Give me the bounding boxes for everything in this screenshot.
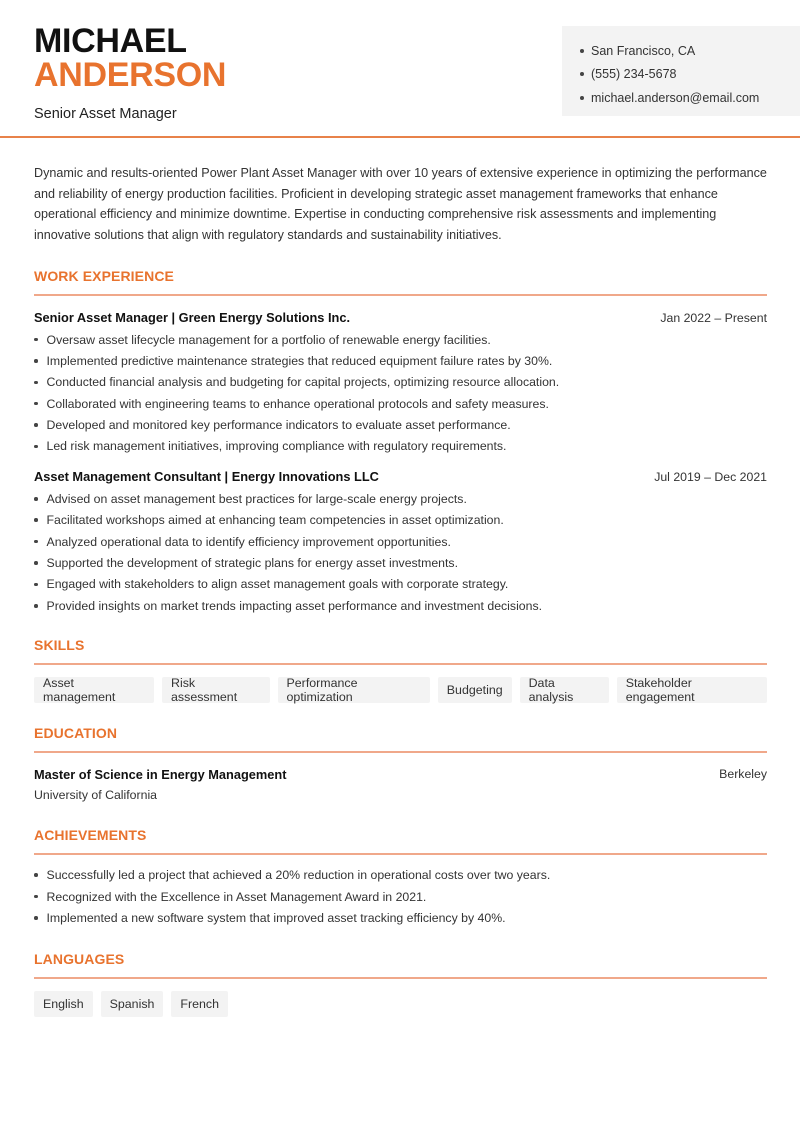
bullet-icon <box>34 359 38 363</box>
skill-tag: Budgeting <box>438 677 512 703</box>
contact-phone <box>580 63 800 87</box>
list-item <box>34 436 767 457</box>
section-work-experience <box>34 268 767 617</box>
section-divider <box>34 294 767 296</box>
list-item <box>34 510 767 531</box>
contact-box <box>562 26 800 116</box>
contact-location <box>580 39 800 63</box>
language-tag: English <box>34 991 93 1017</box>
list-item-text: Implemented a new software system that improved asset tracking efficiency by 40%. <box>46 910 506 925</box>
job-header <box>34 469 767 484</box>
job-header <box>34 310 767 325</box>
section-title: SKILLS <box>34 636 85 653</box>
section-education <box>34 725 767 802</box>
job-role: Asset Management Consultant | Energy Innovations LLC <box>34 469 379 485</box>
bullet-icon <box>34 423 38 427</box>
job-title: Senior Asset Manager <box>34 106 177 122</box>
list-item <box>34 488 767 509</box>
list-item-text: Oversaw asset lifecycle management for a portfolio of renewable energy facilities. <box>46 332 491 347</box>
section-title: EDUCATION <box>34 724 118 741</box>
list-item-text: Developed and monitored key performance indicators to evaluate asset performance. <box>46 418 511 433</box>
job-entry <box>34 469 767 616</box>
education-header <box>34 767 767 782</box>
bullet-icon <box>34 338 38 342</box>
job-bullets <box>34 329 767 457</box>
section-skills <box>34 637 767 703</box>
section-title: WORK EXPERIENCE <box>34 267 174 284</box>
list-item-text: Successfully led a project that achieved a 20% reduction in operational costs over two years. <box>46 868 551 883</box>
bullet-icon <box>34 497 38 501</box>
language-tags <box>34 991 767 1017</box>
skill-tag: Performance optimization <box>278 677 430 703</box>
list-item <box>34 350 767 371</box>
bullet-icon <box>34 895 38 899</box>
list-item-text: Advised on asset management best practices for large-scale energy projects. <box>46 491 467 506</box>
job-role: Senior Asset Manager | Green Energy Solutions Inc. <box>34 309 350 325</box>
list-item <box>34 865 767 886</box>
section-languages <box>34 951 767 1017</box>
first-name: MICHAEL <box>34 22 187 60</box>
bullet-icon <box>34 518 38 522</box>
list-item-text: Analyzed operational data to identify efficiency improvement opportunities. <box>46 534 451 549</box>
section-divider <box>34 977 767 979</box>
list-item-text: Facilitated workshops aimed at enhancing team competencies in asset optimization. <box>46 513 504 528</box>
name-block <box>34 24 226 122</box>
list-item <box>34 372 767 393</box>
last-name: ANDERSON <box>34 56 227 94</box>
bullet-icon <box>34 402 38 406</box>
bullet-icon <box>34 916 38 920</box>
section-achievements <box>34 827 767 929</box>
degree: Master of Science in Energy Management <box>34 766 287 782</box>
language-tag: Spanish <box>101 991 164 1017</box>
section-title: ACHIEVEMENTS <box>34 826 147 843</box>
list-item-text: Led risk management initiatives, improving compliance with regulatory requirements. <box>46 439 507 454</box>
job-bullets <box>34 488 767 616</box>
skill-tags <box>34 677 767 703</box>
list-item <box>34 552 767 573</box>
summary: Dynamic and results-oriented Power Plant Asset Manager with over 10 years of extensive experience in optimizing the performance and reliability of energy production facilities. Proficient in developing strategic asset management frameworks that enhance operational efficiency and minimize downtime. Expertise in conducting comprehensive risk assessments and implementing innovative solutions that align with regulatory standards and sustainability initiatives. <box>34 166 767 243</box>
list-item <box>34 886 767 907</box>
bullet-icon <box>580 96 584 100</box>
skill-tag: Asset management <box>34 677 154 703</box>
language-tag: French <box>171 991 228 1017</box>
list-item-text: Conducted financial analysis and budgeting for capital projects, optimizing resource allocation. <box>46 375 560 390</box>
achievement-list <box>34 865 767 929</box>
bullet-icon <box>580 72 584 76</box>
bullet-icon <box>34 561 38 565</box>
contact-phone-text: (555) 234-5678 <box>591 67 677 82</box>
bullet-icon <box>34 381 38 385</box>
list-item-text: Provided insights on market trends impacting asset performance and investment decisions. <box>46 598 543 613</box>
list-item <box>34 329 767 350</box>
section-divider <box>34 751 767 753</box>
section-divider <box>34 663 767 665</box>
bullet-icon <box>34 540 38 544</box>
contact-email <box>580 86 800 110</box>
bullet-icon <box>34 873 38 877</box>
list-item-text: Implemented predictive maintenance strategies that reduced equipment failure rates by 30%. <box>46 353 553 368</box>
bullet-icon <box>34 604 38 608</box>
list-item-text: Recognized with the Excellence in Asset Management Award in 2021. <box>46 889 427 904</box>
list-item <box>34 574 767 595</box>
job-dates: Jan 2022 – Present <box>660 310 767 325</box>
skill-tag: Data analysis <box>520 677 609 703</box>
contact-email-text: michael.anderson@email.com <box>591 90 760 105</box>
section-divider <box>34 853 767 855</box>
school-name: University of California <box>34 787 158 802</box>
skill-tag: Stakeholder engagement <box>617 677 767 703</box>
list-item <box>34 595 767 616</box>
bullet-icon <box>580 49 584 53</box>
list-item-text: Collaborated with engineering teams to enhance operational protocols and safety measures. <box>46 396 549 411</box>
list-item-text: Engaged with stakeholders to align asset management goals with corporate strategy. <box>46 577 509 592</box>
list-item <box>34 907 767 928</box>
list-item-text: Supported the development of strategic plans for energy asset investments. <box>46 556 458 571</box>
job-dates: Jul 2019 – Dec 2021 <box>654 470 767 485</box>
section-title: LANGUAGES <box>34 950 125 967</box>
contact-location-text: San Francisco, CA <box>591 43 696 58</box>
list-item <box>34 414 767 435</box>
bullet-icon <box>34 445 38 449</box>
skill-tag: Risk assessment <box>162 677 270 703</box>
education-location: Berkeley <box>719 766 767 781</box>
resume-body <box>34 163 767 1017</box>
job-entry <box>34 310 767 457</box>
bullet-icon <box>34 583 38 587</box>
list-item <box>34 531 767 552</box>
list-item <box>34 393 767 414</box>
resume-header <box>0 0 800 138</box>
